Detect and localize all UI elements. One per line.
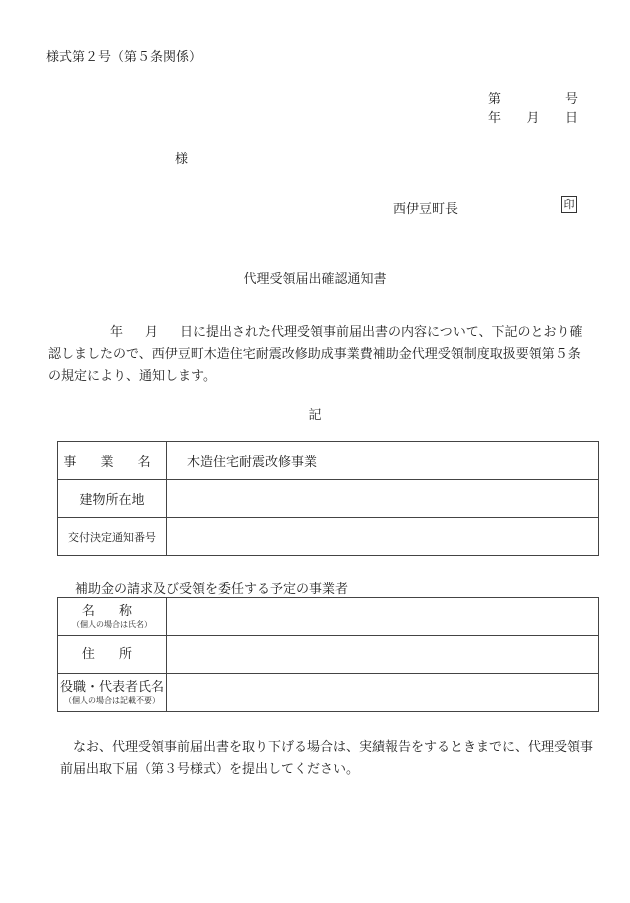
contractor-name-value [167,598,599,636]
grant-decision-number-value [167,518,599,556]
table-row [58,636,599,674]
addressee: 様 [175,152,189,167]
representative-value [167,674,599,712]
table-row [58,518,599,556]
representative-sublabel: （個人の場合は記載不要） [64,695,160,705]
document-number-line [488,88,578,107]
issuer: 西伊豆町長 [393,202,459,217]
table-row [58,674,599,712]
form-number: 様式第２号（第５条関係） [46,50,203,65]
contractor-heading: 補助金の請求及び受領を委任する予定の事業者 [75,582,349,597]
representative-label: 役職・代表者氏名 （個人の場合は記載不要） [58,674,167,712]
number-suffix: 号 [564,92,578,107]
document-date-line [488,107,578,126]
table-row [58,480,599,518]
ki-heading: 記 [308,408,322,423]
table-row [58,598,599,636]
note-paragraph [60,737,600,781]
document-title: 代理受領届出確認通知書 [243,272,387,287]
body-date-month: 月 [145,325,159,340]
contractor-name-label: 名 称 （個人の場合は氏名） [58,598,167,636]
grant-decision-number-label: 交付決定通知番号 [58,518,167,556]
building-location-value [167,480,599,518]
body-date-day: 日 [180,325,194,340]
body-date-year: 年 [110,325,124,340]
seal-stamp: 印 [561,196,577,213]
building-location-label: 建物所在地 [58,480,167,518]
date-month: 月 [526,111,540,126]
body-paragraph [48,322,588,388]
contractor-address-label: 住 所 [58,636,167,674]
date-day: 日 [564,111,578,126]
contractor-table [57,597,599,712]
table-row [58,442,599,480]
note-text: なお、代理受領事前届出書を取り下げる場合は、実績報告をするときまでに、代理受領事前届出取下届（第３号様式）を提出してください。 [60,740,594,777]
contractor-address-value [167,636,599,674]
number-prefix: 第 [488,92,502,107]
project-name-value: 木造住宅耐震改修事業 [167,442,599,480]
project-name-label: 事 業 名 [58,442,167,480]
date-year: 年 [488,111,502,126]
contractor-name-sublabel: （個人の場合は氏名） [72,619,152,629]
body-text: に提出された代理受領事前届出書の内容について、下記のとおり確認しましたので、西伊豆町木造住宅耐震改修助成事業費補助金代理受領制度取扱要領第５条の規定により、通知します。 [48,325,583,384]
project-table [57,441,599,556]
